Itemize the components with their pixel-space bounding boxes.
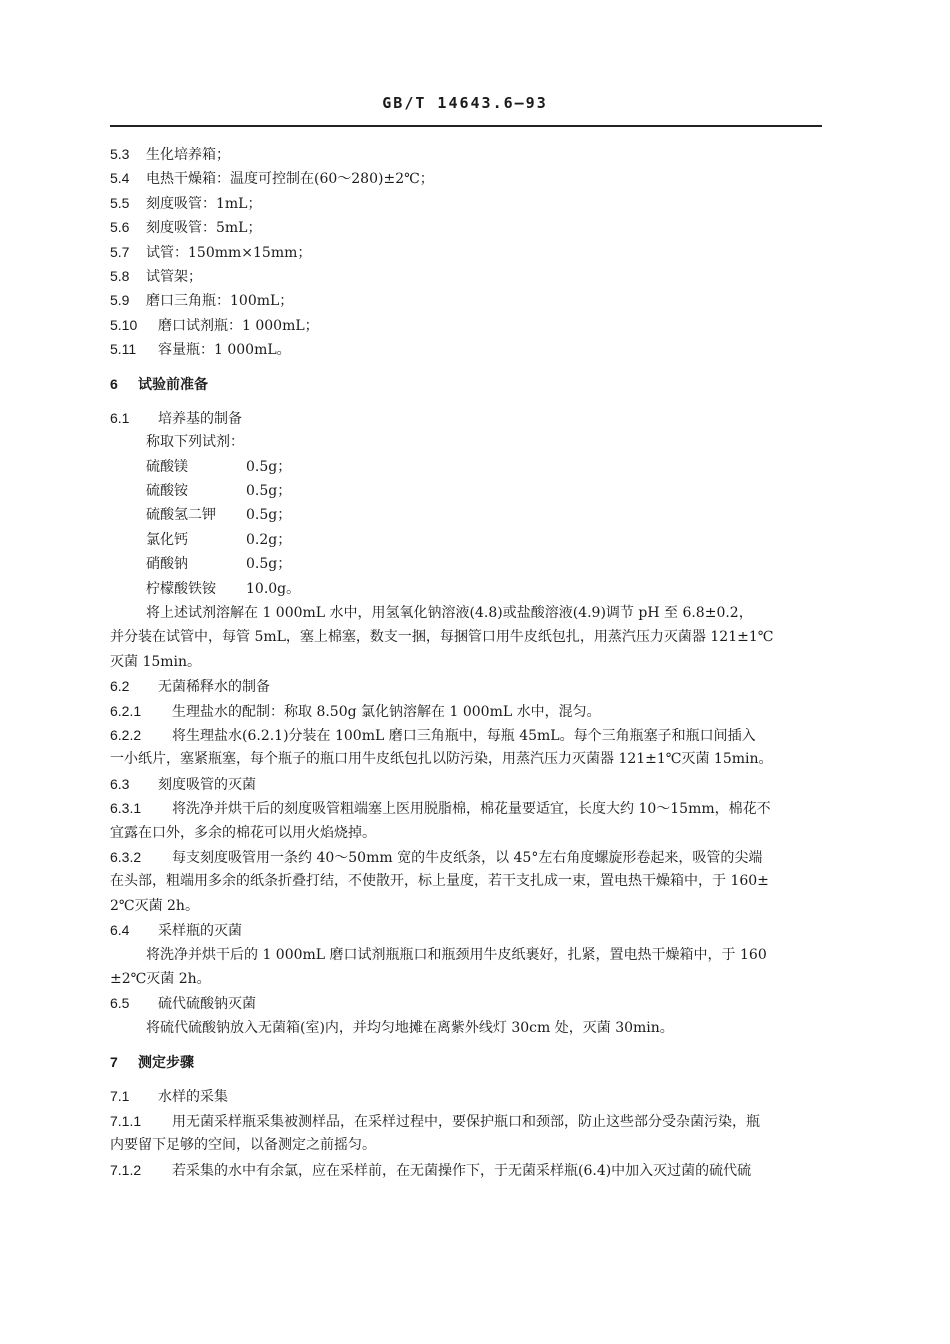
reagent-row [110,455,822,479]
reagent-amount: 10.0g。 [246,580,301,597]
section-title: 采样瓶的灭菌 [158,923,242,940]
document-body [110,142,822,1182]
list-item [110,215,822,239]
section-number: 7 [110,1054,118,1071]
clause-number: 6.2.1 [110,702,142,719]
subsection-heading [110,406,822,430]
clause-text: 用无菌采样瓶采集被测样品，在采样过程中，要保护瓶口和颈部，防止这些部分受杂菌污染，瓶 [172,1113,760,1130]
reagent-name: 柠檬酸铁铵 [146,580,216,597]
list-item [110,240,822,264]
item-text: 电热干燥箱：温度可控制在(60～280)±2℃； [146,171,434,188]
clause [110,1109,822,1133]
section-number: 6.1 [110,409,130,426]
item-number: 5.4 [110,170,130,187]
section-title: 刻度吸管的灭菌 [158,776,256,793]
clause-text: 将洗净并烘干后的刻度吸管粗端塞上医用脱脂棉，棉花量要适宜，长度大约 10～15mm，棉花不 [172,801,771,818]
clause-number: 7.1.2 [110,1161,142,1178]
list-item [110,166,822,190]
subsection-heading [110,918,822,942]
item-number: 5.11 [110,341,137,358]
standard-header: GB/T 14643.6—93 [382,94,548,112]
clause [110,845,822,869]
equipment-list [110,142,822,362]
reagent-amount: 0.5g； [246,556,292,573]
reagent-list [110,455,822,601]
item-text: 磨口三角瓶：100mL； [146,293,294,310]
item-text: 试管：150mm×15mm； [146,244,312,261]
clause-number: 6.2.2 [110,726,142,743]
paragraph-line: 一小纸片，塞紧瓶塞，每个瓶子的瓶口用牛皮纸包扎以防污染，用蒸汽压力灭菌器 121±1℃灭菌 15min。 [110,751,773,768]
reagent-row [110,577,822,601]
section-title: 硫代硫酸钠灭菌 [158,996,256,1013]
reagent-amount: 0.5g； [246,507,292,524]
list-item [110,313,822,337]
reagent-amount: 0.5g； [246,458,292,475]
reagent-row [110,503,822,527]
section-title: 培养基的制备 [158,410,242,427]
clause [110,699,822,723]
item-number: 5.8 [110,267,130,284]
section-number: 6.2 [110,678,130,695]
clause-number: 7.1.1 [110,1112,142,1129]
item-number: 5.10 [110,316,138,333]
section-heading [110,372,822,396]
subsection-heading [110,1084,822,1108]
paragraph-line: 将上述试剂溶解在 1 000mL 水中，用氢氧化钠溶液(4.8)或盐酸溶液(4.9)调节 pH 至 6.8±0.2， [146,605,753,622]
section-number: 7.1 [110,1088,130,1105]
section-number: 6.3 [110,775,130,792]
clause-text: 每支刻度吸管用一条约 40～50mm 宽的牛皮纸条，以 45°左右角度螺旋形卷起来，吸管的尖端 [172,849,763,866]
paragraph-line: 灭菌 15min。 [110,653,202,670]
reagent-row [110,552,822,576]
reagent-name: 硫酸铵 [146,483,188,500]
paragraph-line: 将洗净并烘干后的 1 000mL 磨口试剂瓶瓶口和瓶颈用牛皮纸裹好，扎紧，置电热干燥箱中，于 160 [146,946,767,963]
subsection-heading [110,772,822,796]
paragraph-line: 称取下列试剂： [146,434,244,451]
reagent-amount: 0.5g； [246,483,292,500]
item-text: 刻度吸管：1mL； [146,195,262,212]
subsection-heading [110,991,822,1015]
paragraph-line: 内要留下足够的空间，以备测定之前摇匀。 [110,1137,376,1154]
list-item [110,264,822,288]
clause-text: 若采集的水中有余氯，应在采样前，在无菌操作下，于无菌采样瓶(6.4)中加入灭过菌的硫代硫 [172,1162,752,1179]
clause-text: 将生理盐水(6.2.1)分装在 100mL 磨口三角瓶中，每瓶 45mL。每个三角瓶塞子和瓶口间插入 [172,727,756,744]
reagent-name: 氯化钙 [146,531,188,548]
list-item [110,288,822,312]
section-title: 无菌稀释水的制备 [158,679,270,696]
clause [110,1158,822,1182]
item-text: 刻度吸管：5mL； [146,220,262,237]
list-item [110,337,822,361]
item-text: 容量瓶：1 000mL。 [158,342,291,359]
item-number: 5.9 [110,292,130,309]
section-heading [110,1050,822,1074]
item-text: 磨口试剂瓶：1 000mL； [158,317,319,334]
clause-number: 6.3.2 [110,848,142,865]
clause [110,723,822,747]
item-number: 5.3 [110,146,130,162]
section-title: 测定步骤 [138,1055,194,1072]
reagent-row [110,528,822,552]
clause-text: 生理盐水的配制：称取 8.50g 氯化钠溶解在 1 000mL 水中，混匀。 [172,703,601,720]
section-title: 试验前准备 [138,376,208,393]
item-number: 5.6 [110,219,130,236]
paragraph-line: 2℃灭菌 2h。 [110,897,199,914]
subsection-heading [110,674,822,698]
reagent-name: 硫酸镁 [146,458,188,475]
clause-number: 6.3.1 [110,800,142,817]
item-number: 5.7 [110,243,130,260]
list-item [110,142,822,166]
item-number: 5.5 [110,194,130,211]
reagent-name: 硫酸氢二钾 [146,507,216,524]
reagent-amount: 0.2g； [246,531,292,548]
reagent-name: 硝酸钠 [146,556,188,573]
paragraph-line: ±2℃灭菌 2h。 [110,970,211,987]
item-text: 生化培养箱； [146,147,230,163]
paragraph-line: 并分装在试管中，每管 5mL，塞上棉塞，数支一捆，每捆管口用牛皮纸包扎，用蒸汽压力灭菌器 121±1℃ [110,629,774,646]
reagent-row [110,479,822,503]
section-number: 6.5 [110,995,130,1012]
paragraph-line: 在头部，粗端用多余的纸条折叠打结，不使散开，标上量度，若干支扎成一束，置电热干燥箱中，于 160± [110,873,769,890]
paragraph-line: 将硫代硫酸钠放入无菌箱(室)内，并均匀地摊在离紫外线灯 30cm 处，灭菌 30min。 [146,1019,674,1036]
section-number: 6.4 [110,922,130,939]
header-rule [110,125,822,127]
list-item [110,191,822,215]
paragraph-line: 宜露在口外，多余的棉花可以用火焰烧掉。 [110,824,376,841]
section-number: 6 [110,375,118,392]
clause [110,796,822,820]
section-title: 水样的采集 [158,1089,228,1106]
item-text: 试管架； [146,268,202,285]
